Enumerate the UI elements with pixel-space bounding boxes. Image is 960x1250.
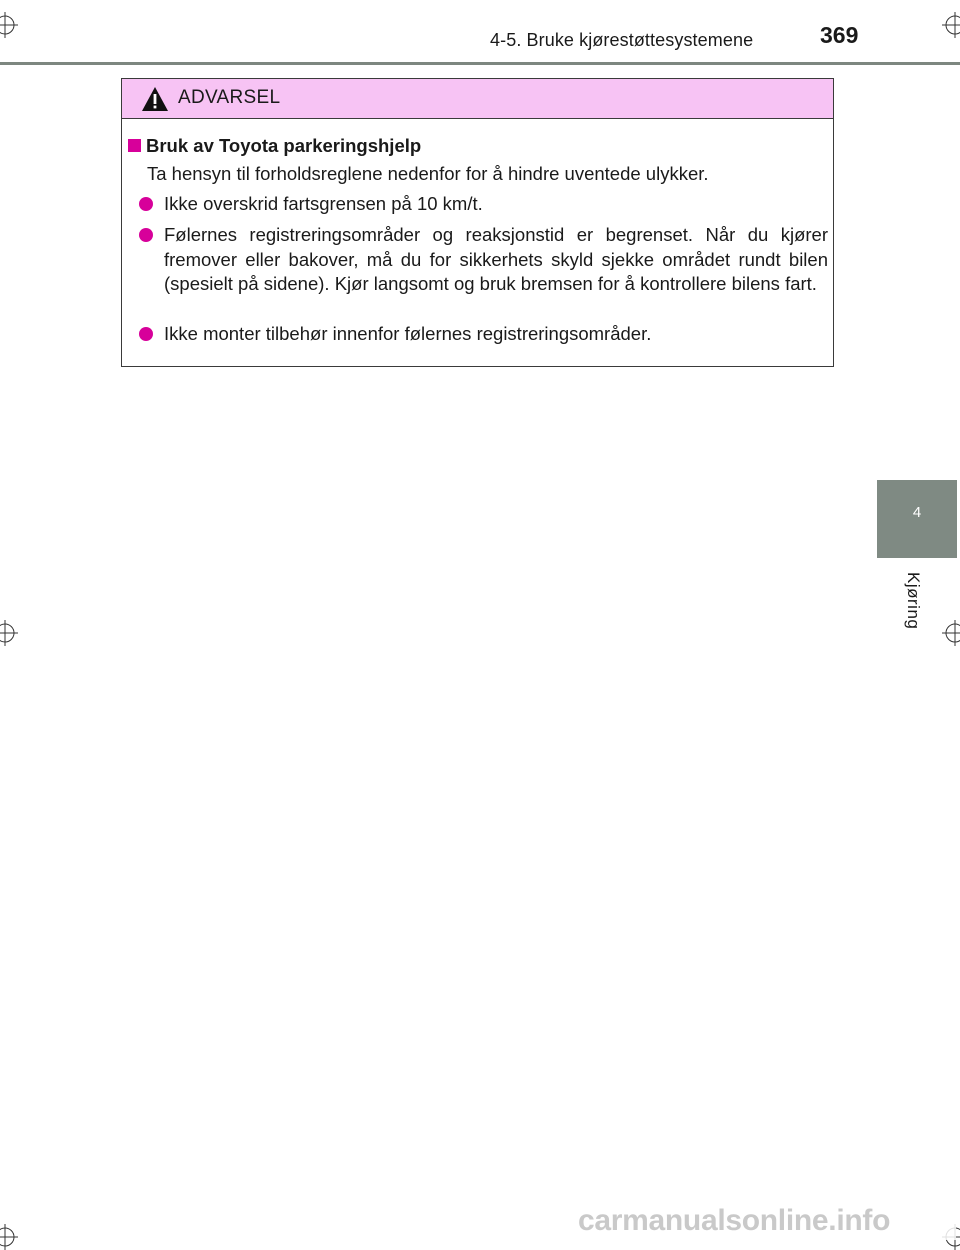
list-item-text: Ikke overskrid fartsgrensen på 10 km/t. (164, 193, 483, 214)
page-number: 369 (820, 22, 859, 48)
list-item-text: Følernes registreringsområder og reaksjonstid er begrenset. Når du kjører fremover eller bakover, må du for sikkerhets skyld sjekke området rundt bilen (spesielt på sidene). Kjør langsomt og bruk bremsen for å kontrollere bilens fart. (164, 224, 828, 294)
circle-bullet-icon (139, 327, 153, 341)
registration-mark-mid-left (0, 620, 18, 646)
warning-title: ADVARSEL (178, 87, 281, 108)
registration-mark-top-left (0, 12, 18, 38)
warning-triangle-icon (141, 86, 169, 112)
intro-text: Ta hensyn til forholdsreglene nedenfor for å hindre uventede ulykker. (147, 163, 709, 184)
registration-mark-top-right (942, 12, 960, 38)
chapter-number: 4 (912, 504, 922, 521)
watermark-text: carmanualsonline.info (578, 1204, 891, 1237)
chapter-tab (877, 480, 957, 558)
list-item (139, 322, 828, 347)
square-bullet-icon (128, 139, 141, 152)
section-heading (128, 135, 421, 157)
list-item-text: Ikke monter tilbehør innenfor følernes registreringsområder. (164, 323, 652, 344)
warning-box (121, 78, 834, 367)
registration-mark-mid-right (942, 620, 960, 646)
circle-bullet-icon (139, 197, 153, 211)
circle-bullet-icon (139, 228, 153, 242)
chapter-label: Kjøring (904, 572, 923, 630)
warning-header (122, 79, 833, 119)
registration-mark-bottom-left (0, 1224, 18, 1250)
watermark (572, 1200, 956, 1240)
header-section-title: 4-5. Bruke kjørestøttesystemene (490, 30, 754, 50)
section-heading-text: Bruk av Toyota parkeringshjelp (146, 135, 422, 156)
list-item (139, 192, 828, 217)
list-item (139, 223, 828, 297)
header-divider (0, 62, 960, 65)
